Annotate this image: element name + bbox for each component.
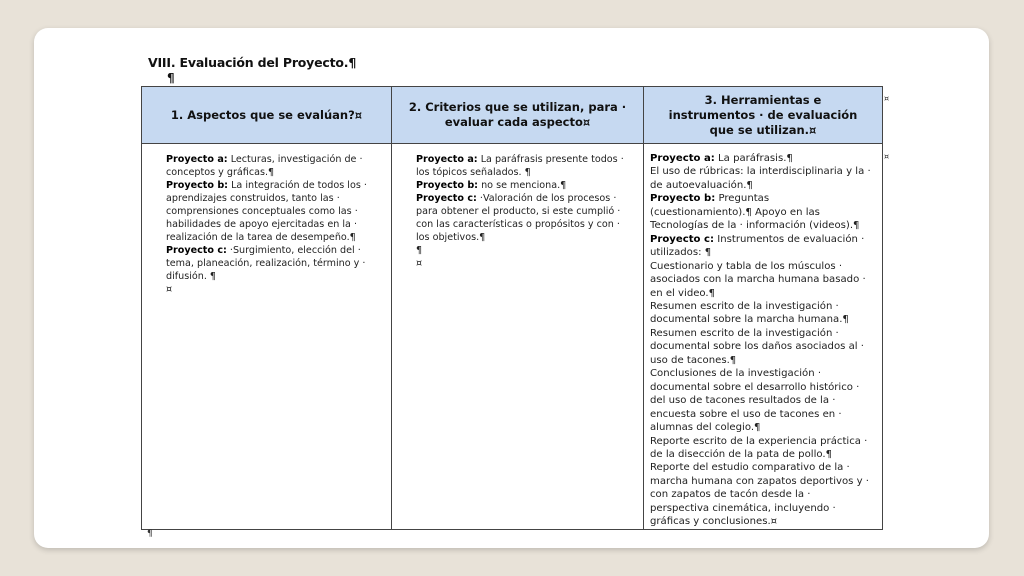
project-label: Proyecto b: <box>416 180 479 192</box>
cell-paragraph <box>650 233 872 260</box>
project-label: Proyecto c: <box>166 245 227 257</box>
paragraph-mark: ¶ <box>167 71 175 85</box>
project-label: Proyecto a: <box>650 153 715 164</box>
cell-text: no se menciona.¶ <box>478 180 567 192</box>
project-label: Proyecto b: <box>650 193 716 205</box>
cell-paragraph <box>650 327 872 367</box>
header-criteria: 2. Criterios que se utilizan, para · evaluar cada aspecto¤ <box>392 87 644 144</box>
cell-paragraph <box>416 179 633 192</box>
cell-text: Resumen escrito de la investigación · documental sobre los daños asociados al · uso de tacones.¶ <box>650 327 865 366</box>
cell-text: Preguntas (cuestionamiento).¶ Apoyo en las Tecnologías de la · información (videos).¶ <box>650 193 860 232</box>
cell-text: Instrumentos de evaluación · utilizados: ¶ <box>650 233 865 259</box>
cell-text: Reporte del estudio comparativo de la · marcha humana con zapatos deportivos y · con zapatos de tacón desde la · perspectiva cinemática, incluyendo · gráficas y conclusiones.¤ <box>650 462 870 528</box>
row-end-mark-header: ¤ <box>884 94 890 103</box>
cell-text: La integración de todos los · aprendizajes construidos, tanto las · comprensiones conceptuales como las · habilidades de apoyo ejercitadas en la · realización de la tarea de desempeño.¶ <box>166 180 367 244</box>
cell-paragraph <box>416 192 633 244</box>
cell-text: Lecturas, investigación de · conceptos y gráficas.¶ <box>166 154 363 179</box>
cell-tools <box>644 144 883 530</box>
project-label: Proyecto b: <box>166 180 229 192</box>
cell-paragraph <box>650 367 872 434</box>
cell-paragraph <box>650 300 872 327</box>
cell-paragraph <box>650 165 872 192</box>
cell-criteria <box>392 144 644 530</box>
header-tools: 3. Herramientas e instrumentos · de evaluación que se utilizan.¤ <box>644 87 883 144</box>
cell-text: El uso de rúbricas: la interdisciplinaria y la · de autoevaluación.¶ <box>650 166 871 191</box>
after-table-paragraph-mark: ¶ <box>147 529 153 539</box>
cell-text: Reporte escrito de la experiencia práctica · de la disección de la pata de pollo.¶ <box>650 435 868 460</box>
cell-text: Resumen escrito de la investigación · documental sobre la marcha humana.¶ <box>650 300 849 326</box>
cell-end-mark: ¤ <box>416 258 423 270</box>
evaluation-table <box>141 86 883 530</box>
cell-paragraph <box>650 461 872 528</box>
cell-text: Conclusiones de la investigación · documental sobre el desarrollo histórico · del uso de tacones resultados de la · encuesta sobre el uso de tacones en · alumnas del colegio.¶ <box>650 368 860 434</box>
cell-paragraph <box>650 152 872 165</box>
cell-text: ·Surgimiento, elección del · tema, planeación, realización, término y · difusión. ¶ <box>166 245 366 283</box>
cell-aspects <box>142 144 392 530</box>
cell-text: ·Valoración de los procesos · para obtener el producto, si este cumplió · con las características o propósitos y con · los objetivos.¶ <box>416 193 621 244</box>
cell-paragraph <box>166 153 381 179</box>
project-label: Proyecto c: <box>650 233 715 245</box>
table-header-row <box>142 87 883 144</box>
header-aspects: 1. Aspectos que se evalúan?¤ <box>142 87 392 144</box>
cell-paragraph <box>650 435 872 462</box>
project-label: Proyecto c: <box>416 193 477 205</box>
cell-paragraph <box>166 244 381 283</box>
cell-paragraph <box>416 153 633 179</box>
cell-paragraph-mark: ¶ <box>416 245 423 257</box>
cell-paragraph <box>650 192 872 232</box>
section-title: VIII. Evaluación del Proyecto.¶ <box>148 55 357 70</box>
cell-end-mark: ¤ <box>166 284 173 296</box>
cell-text: Cuestionario y tabla de los músculos · asociados con la marcha humana basado · en el video.¶ <box>650 260 866 299</box>
cell-text: La paráfrasis.¶ <box>714 153 793 164</box>
cell-paragraph <box>166 179 381 244</box>
cell-text: La paráfrasis presente todos · los tópicos señalados. ¶ <box>416 154 624 179</box>
project-label: Proyecto a: <box>166 154 228 165</box>
cell-paragraph <box>650 260 872 300</box>
project-label: Proyecto a: <box>416 154 478 165</box>
row-end-mark-body: ¤ <box>884 152 890 161</box>
table-row <box>142 144 883 530</box>
